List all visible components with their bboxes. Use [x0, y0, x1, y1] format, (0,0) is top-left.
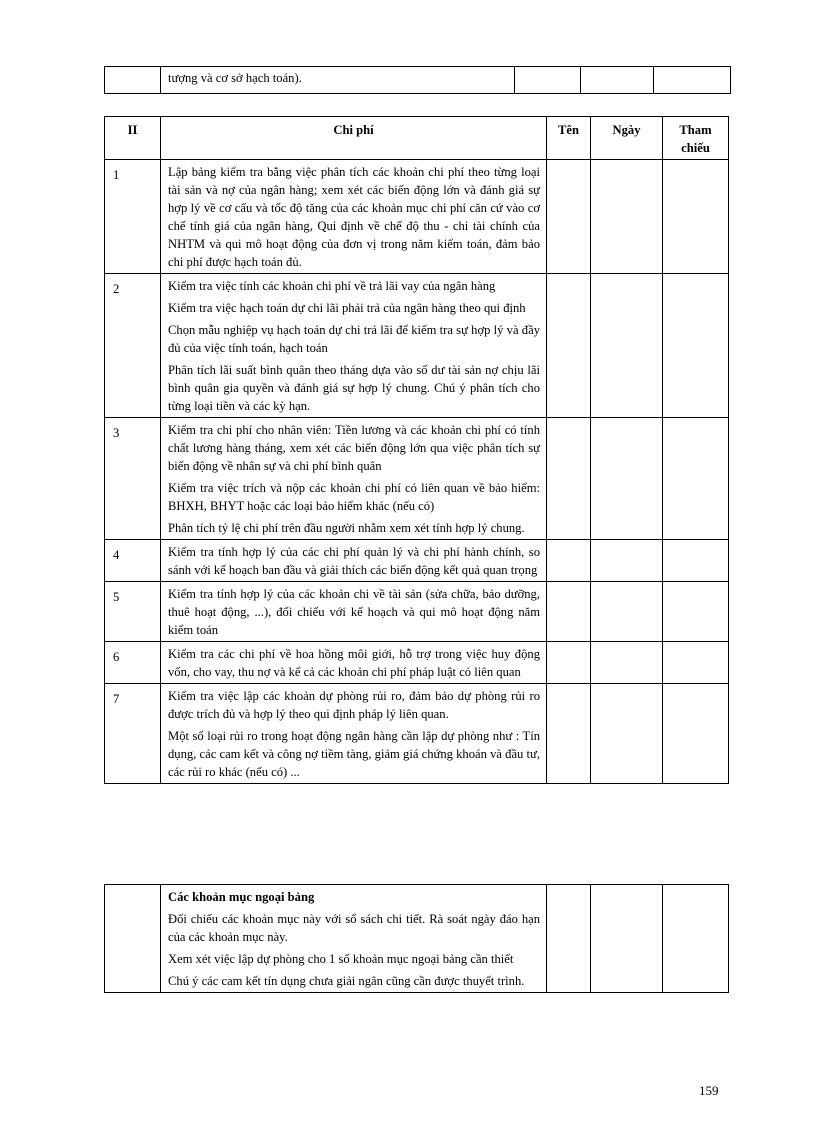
reference-cell	[663, 684, 729, 784]
date-cell	[591, 582, 663, 642]
row-description	[161, 684, 547, 784]
row-paragraph: Kiểm tra tính hợp lý của các khoản chi về tài sản (sửa chữa, bảo dưỡng, thuê hoạt động, ...), đối chiếu với kế hoạch và qui mô hoạt động năm kiểm toán	[168, 587, 540, 637]
row-description	[161, 418, 547, 540]
row-paragraph: Kiểm tra việc lập các khoản dự phòng rủi ro, đảm bảo dự phòng rủi ro được trích đủ và hợp lý theo qui định pháp lý liên quan.	[168, 689, 540, 721]
row-description	[161, 160, 547, 274]
row-paragraph: Kiểm tra việc tính các khoản chi phí về trả lãi vay của ngân hàng	[168, 279, 496, 293]
row-number: 7	[105, 684, 161, 784]
number-cell	[105, 885, 161, 993]
reference-cell	[663, 885, 729, 993]
row-number: 4	[105, 540, 161, 582]
date-cell	[591, 684, 663, 784]
number-cell	[105, 67, 161, 94]
row-paragraph: Một số loại rủi ro trong hoạt động ngân hàng cần lập dự phòng như : Tín dụng, các cam kết và công nợ tiềm tàng, giảm giá chứng khoán và đầu tư, các rủi ro khác (nếu có) ...	[168, 729, 540, 779]
row-paragraph: Lập bảng kiểm tra bằng việc phân tích các khoản chi phí theo từng loại tài sản và nợ của ngân hàng; xem xét các biến động lớn và đánh giá sự hợp lý về cơ cấu và tốc độ tăng của các khoản mục chi phí căn cứ vào cơ chế tính giá của ngân hàng, Qui định về chế độ thu - chi tài chính của NHTM và qui mô hoạt động của đơn vị trong năm kiểm toán, đảm bảo chi phí được hạch toán đủ.	[168, 165, 540, 269]
off-balance-paragraph: Xem xét việc lập dự phòng cho 1 số khoản mục ngoại bảng cần thiết	[168, 952, 514, 966]
row-paragraph: Kiểm tra việc hạch toán dự chi lãi phải trả của ngân hàng theo qui định	[168, 301, 526, 315]
expense-rows	[105, 160, 729, 784]
reference-cell	[663, 274, 729, 418]
table-row	[105, 642, 729, 684]
table-row	[105, 885, 729, 993]
table-header-row	[105, 117, 729, 160]
row-paragraph: Kiểm tra chi phí cho nhân viên: Tiền lương và các khoản chi phí có tính chất lương hàng tháng, xem xét các biến động lớn qua việc phân tích sự biến động về nhân sự và chi phí bình quân	[168, 423, 540, 473]
reference-cell	[663, 540, 729, 582]
title-header: Chi phí	[161, 117, 547, 160]
date-cell	[581, 67, 654, 94]
row-paragraph: Phân tích lãi suất bình quân theo tháng dựa vào số dư tài sản nợ chịu lãi bình quân gia quyền và đánh giá sự hợp lý chung. Chú ý phân tích cho từng loại tiền và các kỳ hạn.	[168, 363, 540, 413]
name-header: Tên	[547, 117, 591, 160]
name-cell	[547, 160, 591, 274]
continuation-table	[104, 66, 731, 94]
date-cell	[591, 160, 663, 274]
reference-cell	[663, 160, 729, 274]
table-row	[105, 160, 729, 274]
row-paragraph: Kiểm tra tính hợp lý của các chi phí quản lý và chi phí hành chính, so sánh với kế hoạch ban đầu và giải thích các biến động kết quả quan trọng	[168, 545, 540, 577]
name-cell	[547, 642, 591, 684]
row-number: 5	[105, 582, 161, 642]
off-balance-title: Các khoản mục ngoại bảng	[168, 890, 315, 904]
row-description	[161, 274, 547, 418]
reference-cell	[663, 582, 729, 642]
row-number: 2	[105, 274, 161, 418]
table-row	[105, 540, 729, 582]
name-cell	[547, 885, 591, 993]
reference-cell	[663, 418, 729, 540]
off-balance-table	[104, 884, 729, 993]
date-cell	[591, 642, 663, 684]
name-cell	[547, 540, 591, 582]
reference-header	[663, 117, 729, 160]
off-balance-paragraph: Chú ý các cam kết tín dụng chưa giải ngân cũng cần được thuyết trình.	[168, 974, 525, 988]
reference-header-line2: chiếu	[681, 141, 710, 155]
reference-header-line1: Tham	[679, 123, 712, 137]
page-number: 159	[699, 1083, 719, 1098]
row-number: 1	[105, 160, 161, 274]
row-paragraph: Kiểm tra việc trích và nộp các khoản chi phí có liên quan về bảo hiểm: BHXH, BHYT hoặc các loại bảo hiểm khác (nếu có)	[168, 481, 540, 513]
date-cell	[591, 885, 663, 993]
row-paragraph: Phân tích tỷ lệ chi phí trên đầu người nhằm xem xét tính hợp lý chung.	[168, 521, 525, 535]
name-cell	[547, 582, 591, 642]
name-cell	[515, 67, 581, 94]
table-row	[105, 684, 729, 784]
row-number: 6	[105, 642, 161, 684]
table-row	[105, 418, 729, 540]
expense-audit-table	[104, 116, 729, 784]
row-description	[161, 582, 547, 642]
row-description	[161, 540, 547, 582]
continuation-text: tượng và cơ sở hạch toán).	[161, 67, 515, 94]
name-cell	[547, 684, 591, 784]
section-header: II	[105, 117, 161, 160]
date-cell	[591, 418, 663, 540]
row-paragraph: Chọn mẫu nghiệp vụ hạch toán dự chi trả lãi để kiểm tra sự hợp lý và đầy đủ của việc tính toán, hạch toán	[168, 323, 540, 355]
table-row	[105, 67, 731, 94]
off-balance-paragraph: Đối chiếu các khoản mục này với sổ sách chi tiết. Rà soát ngày đáo hạn của các khoản mục này.	[168, 912, 540, 944]
date-cell	[591, 540, 663, 582]
off-balance-description	[161, 885, 547, 993]
date-header: Ngày	[591, 117, 663, 160]
row-paragraph: Kiểm tra các chi phí về hoa hồng môi giới, hỗ trợ trong việc huy động vốn, cho vay, thu nợ và kể cả các khoản chi phí pháp luật có liên quan	[168, 647, 540, 679]
table-row	[105, 274, 729, 418]
row-number: 3	[105, 418, 161, 540]
row-description	[161, 642, 547, 684]
name-cell	[547, 274, 591, 418]
name-cell	[547, 418, 591, 540]
reference-cell	[654, 67, 731, 94]
reference-cell	[663, 642, 729, 684]
table-row	[105, 582, 729, 642]
date-cell	[591, 274, 663, 418]
